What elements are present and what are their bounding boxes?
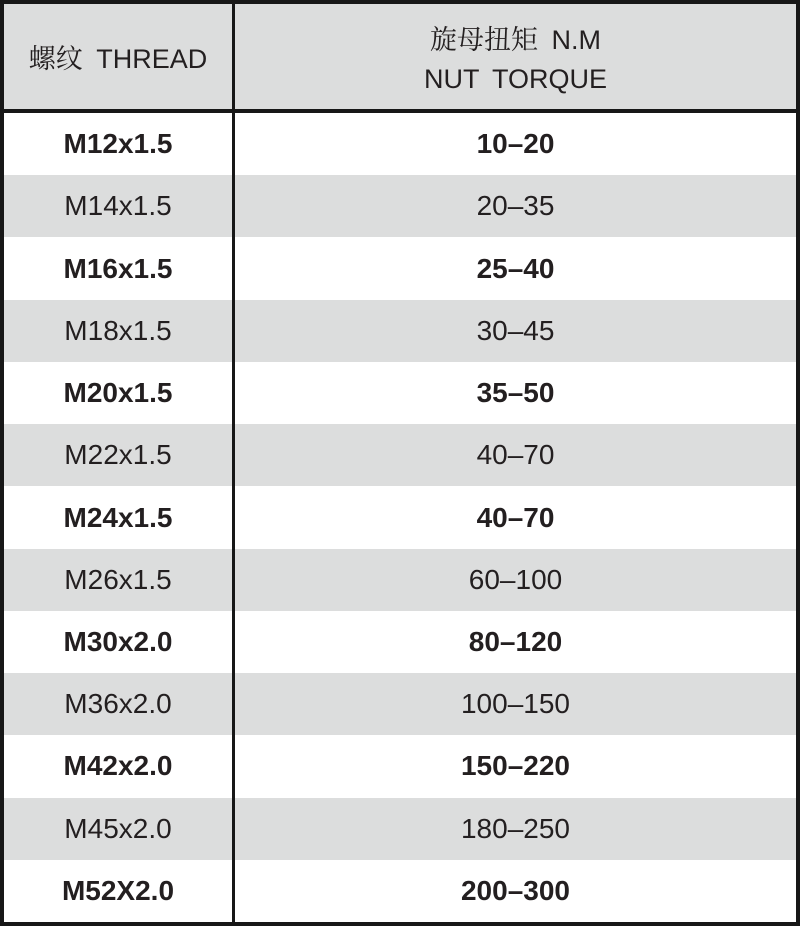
table-row [4, 673, 796, 735]
thread-cell: M20x1.5 [4, 362, 235, 424]
table-row [4, 549, 796, 611]
torque-cell: 20–35 [476, 190, 555, 222]
torque-cell: 100–150 [460, 688, 570, 720]
thread-cell: M30x2.0 [4, 611, 235, 673]
table-header [4, 4, 796, 113]
torque-cell: 25–40 [476, 252, 555, 284]
thread-column-header: 螺纹 THREAD [4, 4, 235, 109]
table-row [4, 424, 796, 486]
thread-cell: M22x1.5 [4, 424, 235, 486]
thread-cell: M24x1.5 [4, 486, 235, 548]
table-body [4, 113, 796, 922]
torque-column-header [235, 4, 796, 109]
thread-cell: M42x2.0 [4, 735, 235, 797]
table-row [4, 860, 796, 922]
table-row [4, 362, 796, 424]
thread-cell: M45x2.0 [4, 798, 235, 860]
torque-cell: 60–100 [468, 563, 563, 595]
thread-cell: M12x1.5 [4, 113, 235, 175]
torque-header-line1: 旋母扭矩 N.M [430, 25, 601, 56]
thread-cell: M18x1.5 [4, 300, 235, 362]
torque-cell: 10–20 [476, 128, 555, 160]
table-row [4, 300, 796, 362]
torque-cell: 30–45 [476, 314, 555, 346]
torque-header-line2: NUT TORQUE [423, 63, 608, 94]
table-row [4, 735, 796, 797]
torque-cell: 40–70 [476, 439, 555, 471]
thread-cell: M36x2.0 [4, 673, 235, 735]
thread-cell: M26x1.5 [4, 549, 235, 611]
table-row [4, 237, 796, 299]
thread-cell: M14x1.5 [4, 175, 235, 237]
torque-cell: 150–220 [460, 750, 570, 782]
thread-cell: M16x1.5 [4, 237, 235, 299]
table-row [4, 175, 796, 237]
thread-cell: M52X2.0 [4, 860, 235, 922]
torque-cell: 35–50 [476, 377, 555, 409]
table-row [4, 113, 796, 175]
torque-cell: 180–250 [460, 812, 570, 844]
table-row [4, 486, 796, 548]
table-row [4, 611, 796, 673]
torque-cell: 80–120 [468, 625, 563, 657]
table-row [4, 798, 796, 860]
torque-cell: 40–70 [476, 501, 555, 533]
torque-cell: 200–300 [460, 874, 570, 906]
